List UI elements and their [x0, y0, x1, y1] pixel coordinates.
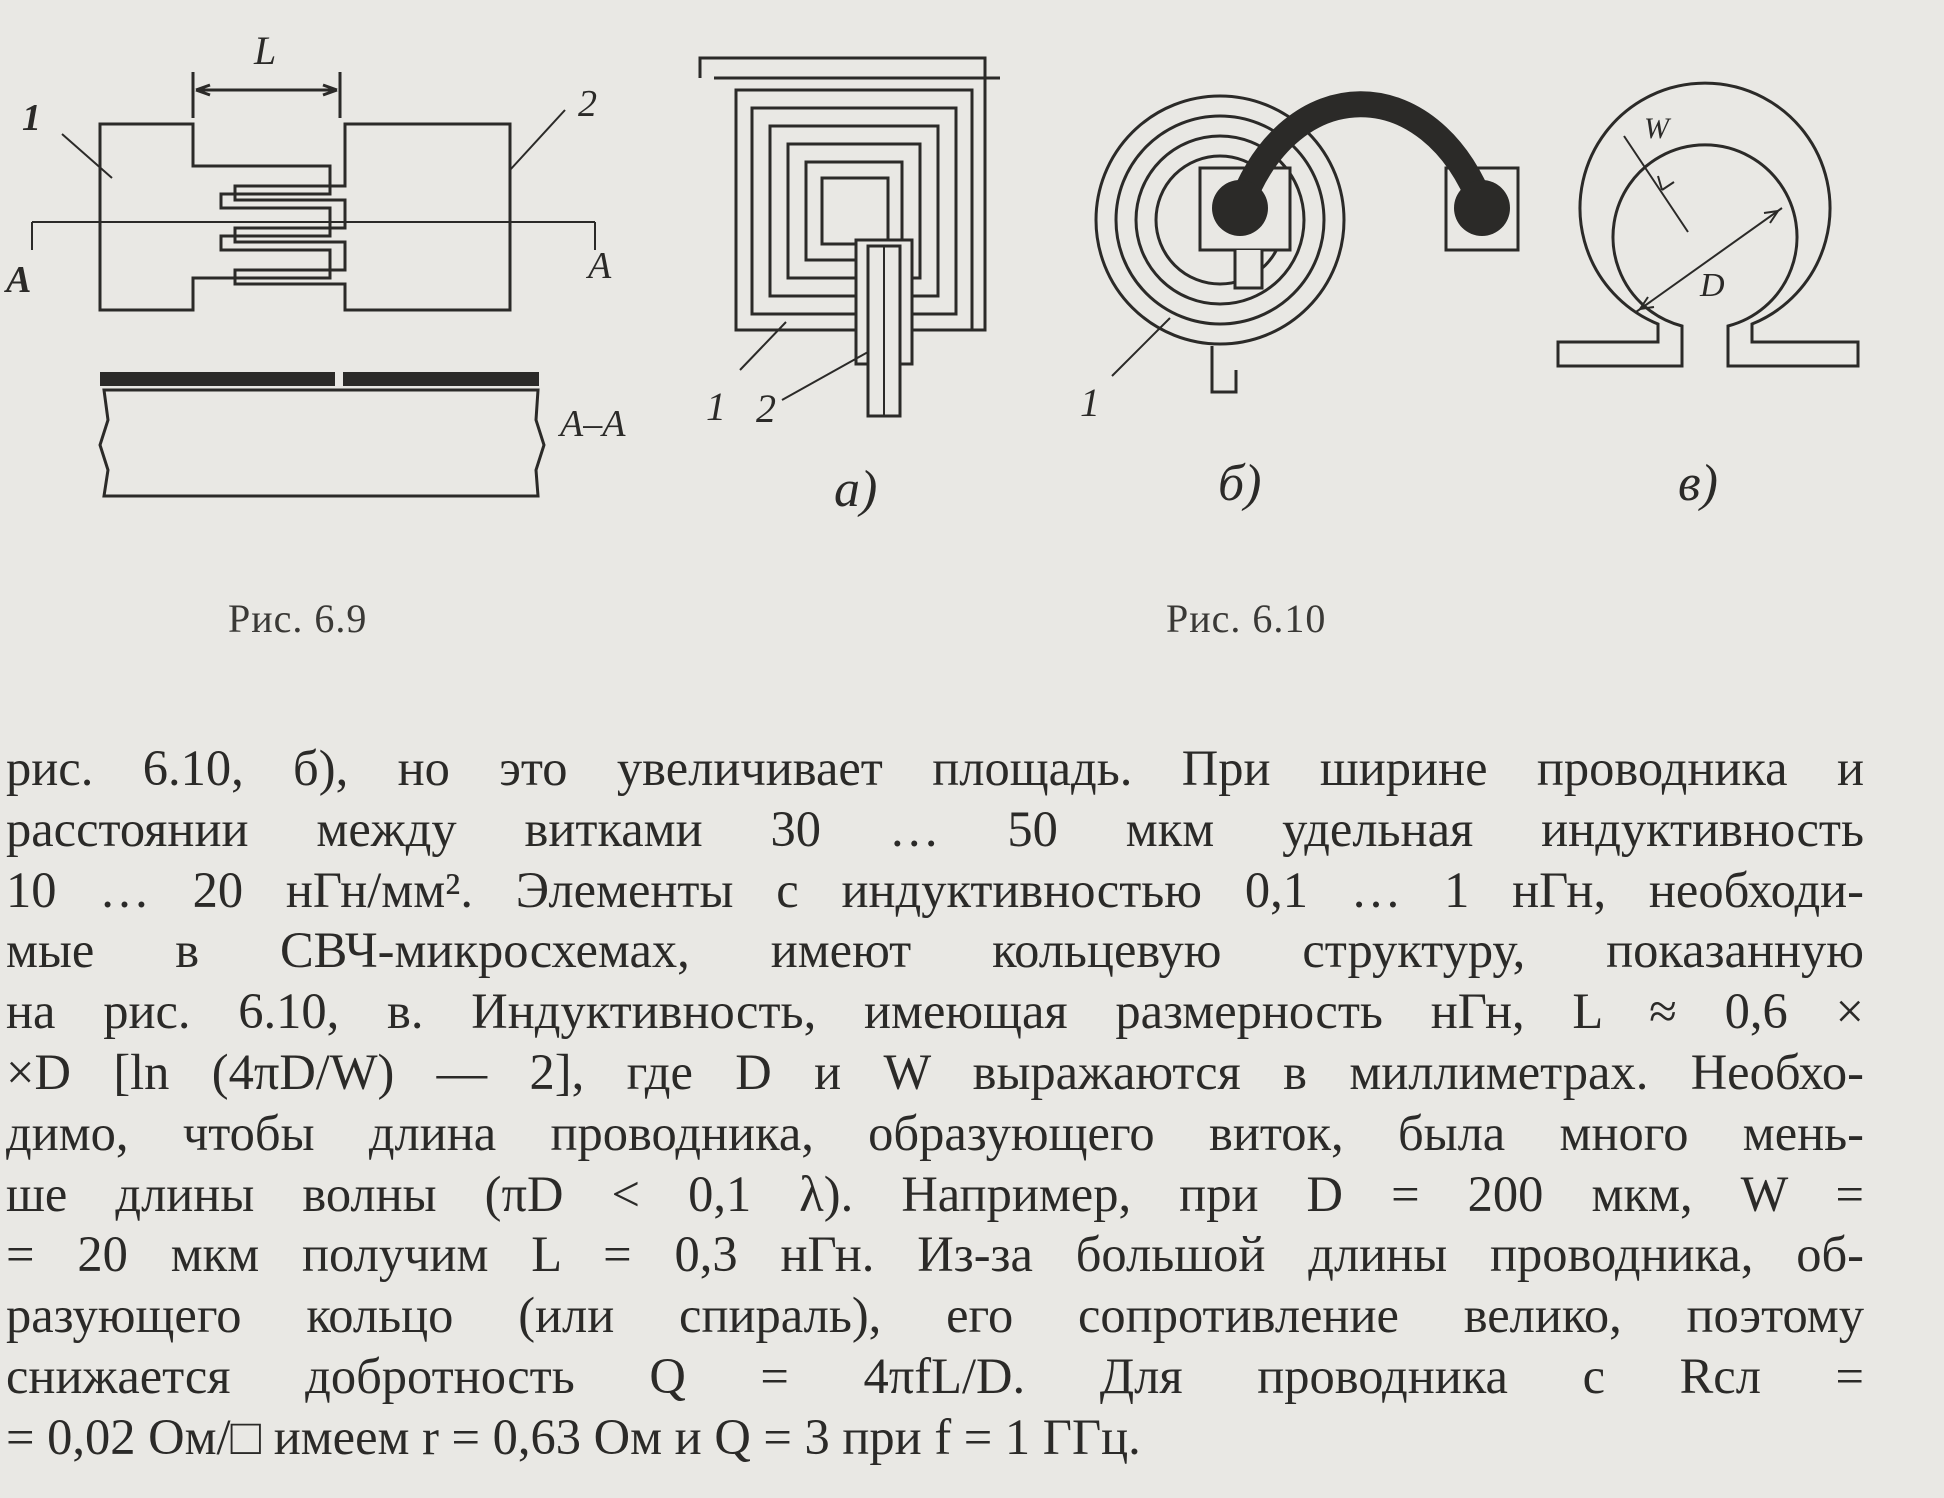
text-line: ше длины волны (πD < 0,1 λ). Например, при D = 200 мкм, W = — [6, 1165, 1864, 1222]
text-line: димо, чтобы длина проводника, образующего виток, была много мень- — [6, 1104, 1864, 1161]
text-line: ×D [ln (4πD/W) — 2], где D и W выражаются в миллиметрах. Необхо- — [6, 1043, 1864, 1100]
fig610v-panel-letter: в) — [1678, 455, 1718, 512]
figure-6-10-a — [700, 58, 1000, 416]
figure-6-10-v — [1558, 83, 1858, 366]
cross-section-a-a — [100, 372, 544, 496]
fig69-label-L: L — [254, 28, 277, 73]
text-line: снижается добротность Q = 4πfL/D. Для проводника с Rсл = — [6, 1347, 1864, 1404]
figure-6-10-caption: Рис. 6.10 — [1166, 596, 1327, 641]
right-electrode — [235, 124, 510, 310]
figure-6-10-b — [1096, 96, 1518, 392]
figure-6-9 — [32, 72, 595, 496]
fig610a-callout-1: 1 — [706, 384, 726, 429]
fig610b-panel-letter: б) — [1218, 455, 1262, 512]
fig69-section-name: A–A — [560, 403, 626, 445]
text-line: = 0,02 Ом/□ имеем r = 0,63 Ом и Q = 3 при f = 1 ГГц. — [6, 1408, 1141, 1465]
text-line: мые в СВЧ-микросхемах, имеют кольцевую структуру, показанную — [6, 922, 1864, 979]
fig610v-label-D: D — [1700, 267, 1725, 304]
dimension-L — [193, 72, 340, 118]
fig69-callout-2: 2 — [578, 83, 597, 125]
fig610a-callout-2: 2 — [756, 386, 776, 431]
fig610v-label-W: W — [1644, 112, 1669, 145]
text-line: рис. 6.10, б), но это увеличивает площадь. При ширине проводника и — [6, 740, 1864, 796]
text-line: на рис. 6.10, в. Индуктивность, имеющая размерность нГн, L ≈ 0,6 × — [6, 983, 1864, 1040]
text-line: = 20 мкм получим L = 0,3 нГн. Из-за большой длины проводника, об- — [6, 1226, 1864, 1283]
fig69-section-right: A — [588, 245, 612, 287]
text-line: 10 … 20 нГн/мм². Элементы с индуктивностью 0,1 … 1 нГн, необходи- — [6, 861, 1864, 918]
ring-inductor — [1558, 83, 1858, 366]
fig610b-callout-1: 1 — [1080, 380, 1100, 425]
fig610a-panel-letter: а) — [834, 461, 878, 518]
left-electrode — [100, 124, 330, 310]
text-line: расстоянии между витками 30 … 50 мкм удельная индуктивность — [6, 800, 1864, 857]
body-paragraph — [6, 738, 1864, 1468]
fig69-section-left: A — [6, 259, 32, 301]
figure-6-9-caption: Рис. 6.9 — [228, 596, 368, 641]
fig69-callout-1: 1 — [22, 97, 41, 139]
text-line: разующего кольцо (или спираль), его сопротивление велико, поэтому — [6, 1287, 1864, 1344]
